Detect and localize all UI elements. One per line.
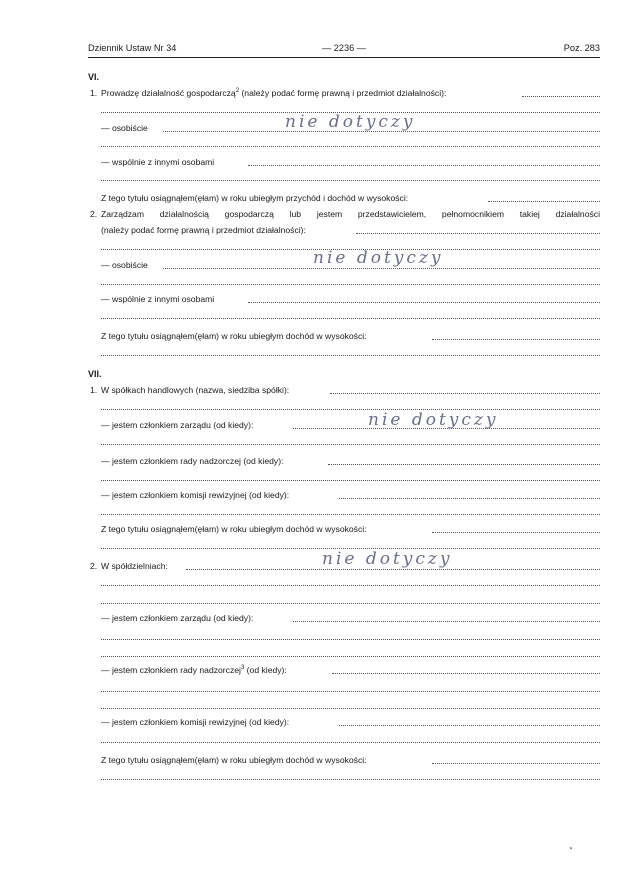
fill-line[interactable] bbox=[339, 498, 600, 499]
fill-line[interactable] bbox=[186, 569, 600, 570]
vii2-supervisory-label bbox=[101, 665, 287, 676]
vii1-audit-label: — jestem członkiem komisji rewizyjnej (od kiedy): bbox=[101, 490, 290, 500]
fill-line[interactable] bbox=[248, 165, 600, 166]
vii1-board-label: — jestem członkiem zarządu (od kiedy): bbox=[101, 420, 254, 430]
vii1-supervisory-label: — jestem członkiem rady nadzorczej (od kiedy): bbox=[101, 456, 284, 466]
vi2-text-line2: (należy podać formę prawną i przedmiot działalności): bbox=[101, 225, 306, 235]
fill-line[interactable] bbox=[101, 514, 600, 515]
vii2-supervisory-text: — jestem członkiem rady nadzorczej bbox=[101, 665, 241, 675]
vi1-text-cont: (należy podać formę prawną i przedmiot działalności): bbox=[239, 88, 447, 98]
fill-line[interactable] bbox=[101, 603, 600, 604]
vii2-income-label: Z tego tytułu osiągnąłem(ęłam) w roku ubiegłym dochód w wysokości: bbox=[101, 755, 367, 765]
fill-line[interactable] bbox=[339, 725, 600, 726]
page-header bbox=[88, 43, 600, 57]
item-number: 2. bbox=[90, 209, 98, 219]
section-vi-label: VI. bbox=[88, 72, 100, 82]
fill-line[interactable] bbox=[356, 233, 600, 234]
vii1-question: W spółkach handlowych (nazwa, siedziba spółki): bbox=[101, 385, 290, 395]
fill-line[interactable] bbox=[101, 409, 600, 410]
fill-line[interactable] bbox=[101, 639, 600, 640]
fill-line[interactable] bbox=[101, 779, 600, 780]
handwritten-answer: nie dotyczy bbox=[313, 248, 444, 268]
page-number: — 2236 — bbox=[322, 43, 366, 53]
fill-line[interactable] bbox=[332, 673, 600, 674]
vi2-jointly-label: — wspólnie z innymi osobami bbox=[101, 294, 215, 304]
fill-line[interactable] bbox=[101, 585, 600, 586]
header-rule bbox=[88, 57, 600, 58]
vii2-supervisory-cont: (od kiedy): bbox=[244, 665, 287, 675]
handwritten-answer: nie dotyczy bbox=[368, 410, 499, 430]
fill-line[interactable] bbox=[163, 268, 600, 269]
item-number: 1. bbox=[90, 88, 98, 98]
pen-mark-icon: ⋆ bbox=[568, 843, 574, 853]
vi1-text: Prowadzę działalność gospodarczą bbox=[101, 88, 236, 98]
vii2-audit-label: — jestem członkiem komisji rewizyjnej (od kiedy): bbox=[101, 717, 290, 727]
vii2-board-label: — jestem członkiem zarządu (od kiedy): bbox=[101, 613, 254, 623]
fill-line[interactable] bbox=[101, 318, 600, 319]
fill-line[interactable] bbox=[488, 201, 600, 202]
vii2-question: W spółdzielniach: bbox=[101, 561, 168, 571]
footnote-marker: 3 bbox=[240, 665, 245, 671]
fill-line[interactable] bbox=[101, 146, 600, 147]
fill-line[interactable] bbox=[101, 480, 600, 481]
fill-line[interactable] bbox=[101, 284, 600, 285]
position-number: Poz. 283 bbox=[563, 43, 600, 53]
vi1-income-label: Z tego tytułu osiągnąłem(ęłam) w roku ubiegłym przychód i dochód w wysokości: bbox=[101, 193, 409, 203]
item-number: 1. bbox=[90, 385, 98, 395]
vi2-personally-label: — osobiście bbox=[101, 260, 148, 270]
fill-line[interactable] bbox=[101, 444, 600, 445]
fill-line[interactable] bbox=[293, 621, 600, 622]
footnote-marker: 2 bbox=[235, 88, 240, 94]
handwritten-answer: nie dotyczy bbox=[285, 112, 416, 132]
journal-title: Dziennik Ustaw Nr 34 bbox=[88, 43, 177, 53]
vii1-income-label: Z tego tytułu osiągnąłem(ęłam) w roku ubiegłym dochód w wysokości: bbox=[101, 524, 367, 534]
fill-line[interactable] bbox=[432, 339, 600, 340]
fill-line[interactable] bbox=[432, 532, 600, 533]
vi2-income-label: Z tego tytułu osiągnąłem(ęłam) w roku ubiegłym dochód w wysokości: bbox=[101, 331, 367, 341]
vi2-text-line1: Zarządzam działalnością gospodarczą lub jestem przedstawicielem, pełnomocnikiem takiej działalności bbox=[101, 209, 600, 219]
fill-line[interactable] bbox=[432, 763, 600, 764]
vi1-jointly-label: — wspólnie z innymi osobami bbox=[101, 157, 215, 167]
fill-line[interactable] bbox=[522, 96, 600, 97]
item-number: 2. bbox=[90, 561, 98, 571]
fill-line[interactable] bbox=[101, 180, 600, 181]
fill-line[interactable] bbox=[101, 742, 600, 743]
fill-line[interactable] bbox=[248, 302, 600, 303]
fill-line[interactable] bbox=[101, 355, 600, 356]
fill-line[interactable] bbox=[330, 393, 600, 394]
handwritten-answer: nie dotyczy bbox=[322, 549, 453, 569]
vi1-question bbox=[101, 88, 446, 99]
vi1-personally-label: — osobiście bbox=[101, 123, 148, 133]
fill-line[interactable] bbox=[101, 656, 600, 657]
section-vii-label: VII. bbox=[88, 369, 102, 379]
fill-line[interactable] bbox=[328, 464, 600, 465]
fill-line[interactable] bbox=[101, 708, 600, 709]
fill-line[interactable] bbox=[101, 691, 600, 692]
